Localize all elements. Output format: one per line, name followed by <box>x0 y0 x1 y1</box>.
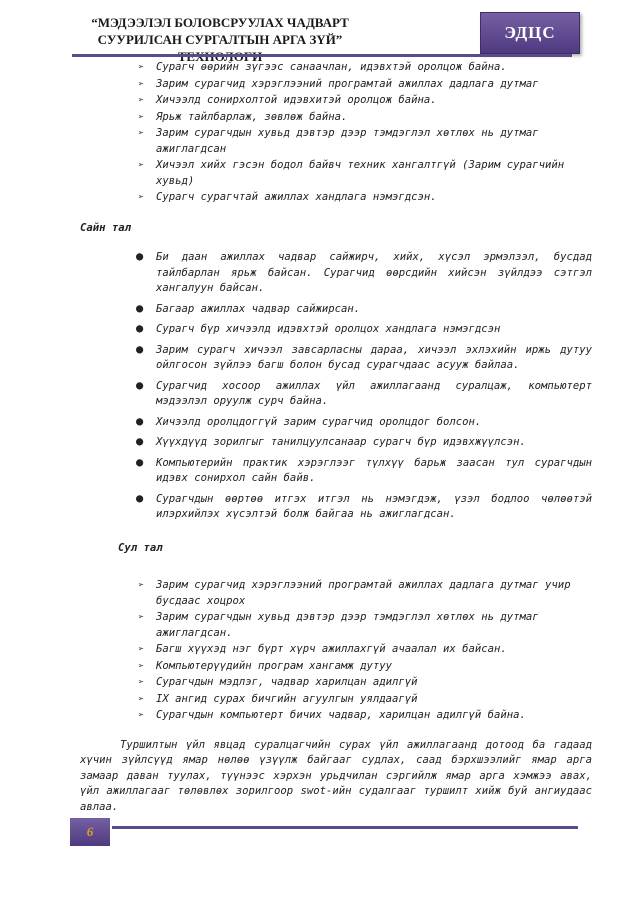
observation-list <box>0 60 638 206</box>
arrow-bullet-icon: ➢ <box>138 693 145 705</box>
footer-rule <box>112 826 578 829</box>
list-item: ➢ Сурагч өөрийн зүгээс санаачлан, идэвхтэй оролцож байна. <box>0 60 582 76</box>
arrow-bullet-icon: ➢ <box>138 78 145 90</box>
arrow-bullet-icon: ➢ <box>138 660 145 672</box>
bullet-dot-icon: ● <box>136 413 144 428</box>
list-item: ➢ Хичээлд сонирхолтой идэвхитэй оролцож байна. <box>0 93 582 109</box>
list-item: ➢ Багш хүүхэд нэг бүрт хүрч ажиллахгүй ачаалал их байсан. <box>0 642 582 658</box>
bullet-dot-icon: ● <box>136 341 144 356</box>
list-item: ➢ Зарим сурагчдын хувьд дэвтэр дээр тэмдэглэл хөтлөх нь дутмаг ажиглагдсан. <box>138 611 539 639</box>
bullet-dot-icon: ● <box>136 300 144 315</box>
arrow-bullet-icon: ➢ <box>138 580 145 591</box>
list-item: ➢ Зарим сурагчдын хувьд дэвтэр дээр тэмдэглэл хөтлөх нь дутмаг ажиглагдсан <box>138 127 539 155</box>
arrow-bullet-icon: ➢ <box>138 160 145 171</box>
arrow-bullet-icon: ➢ <box>138 677 145 688</box>
arrow-bullet-icon: ➢ <box>138 644 145 655</box>
bullet-dot-icon: ● <box>136 377 144 392</box>
arrow-bullet-icon: ➢ <box>138 111 145 123</box>
bullet-dot-icon: ● <box>136 321 144 335</box>
weaknesses-heading: Сул тал <box>118 541 163 554</box>
header-title-line1: “МЭДЭЭЛЭЛ БОЛОВСРУУЛАХ ЧАДВАРТ <box>91 15 349 30</box>
list-item: ➢ Зарим сурагчид хэрэглээний програмтай ажиллах дадлага дутмаг <box>0 77 582 93</box>
strengths-list <box>0 250 638 523</box>
bullet-dot-icon: ● <box>136 249 144 263</box>
list-item: ● Би даан ажиллах чадвар сайжирч, хийх, хүсэл эрмэлзэл, бусдад тайлбарлан ярьж байсан. Сурагчид өөрсдийн хийсэн зүйлдээ сэтгэл хангалуун байсан. <box>136 249 592 294</box>
list-item: ● Багаар ажиллах чадвар сайжирсан. <box>136 300 361 315</box>
arrow-bullet-icon: ➢ <box>138 192 145 203</box>
list-item: ➢ Сурагчдын мэдлэг, чадвар харилцан адилгүй <box>0 675 582 691</box>
strengths-heading: Сайн тал <box>80 221 132 234</box>
arrow-bullet-icon: ➢ <box>138 710 145 721</box>
list-item: ➢ Ярьж тайлбарлаж, зөвлөж байна. <box>0 110 582 126</box>
header-title-line2: СУУРИЛСАН СУРГАЛТЫН АРГА ЗҮЙ” <box>97 32 343 47</box>
list-item: ➢ Компьютерүүдийн програм хангамж дутуу <box>0 659 582 675</box>
header-rule <box>72 54 572 57</box>
bullet-dot-icon: ● <box>136 454 144 469</box>
header-title <box>60 14 380 48</box>
page-content <box>0 60 638 826</box>
header-badge: ЭДЦС <box>480 12 580 54</box>
page-number: 6 <box>70 818 110 846</box>
list-item: ● Хүүхдүүд зорилгыг танилцуулсанаар сурагч бүр идэвхжүүлсэн. <box>136 434 526 448</box>
list-item: ➢ IX ангид сурах бичгийн агуулгын уялдаагүй <box>0 692 582 708</box>
list-item: ➢ Сурагчдын компьютерт бичих чадвар, харилцан адилгүй байна. <box>0 708 582 724</box>
list-item: ● Зарим сурагч хичээл завсарласны дараа, хичээл эхлэхийн иржь дутуу ойлгосон зүйлээ багш болон бусад сурагчдаас асууж байлаа. <box>136 341 592 371</box>
arrow-bullet-icon: ➢ <box>138 612 145 623</box>
list-item: ● Сурагчид хосоор ажиллах үйл ажиллагаанд суралцаж, компьютерт мэдээлэл оруулж сурч байна. <box>136 377 592 407</box>
arrow-bullet-icon: ➢ <box>138 62 145 73</box>
list-item: ➢ Хичээл хийх гэсэн бодол байвч техник хангалтгүй (Зарим сурагчийн хувьд) <box>138 159 565 187</box>
list-item: ➢ Сурагч сурагчтай ажиллах хандлага нэмэгдсэн. <box>0 190 582 206</box>
bullet-dot-icon: ● <box>136 434 144 448</box>
list-item: ● Сурагч бүр хичээлд идэвхтэй оролцох хандлага нэмэгдсэн <box>136 321 501 335</box>
weaknesses-list <box>0 578 638 724</box>
conclusion-paragraph: Туршилтын үйл явцад суралцагчийн сурах үйл ажиллагаанд дотоод ба гадаад хүчин зүйлсүүд ямар нөлөө үзүүлж байгааг судлах, саад бэрхшээлийг ямар арга замаар даван туулах, түүнээс хэрхэн урьдчилан сэргийлж ямар арга хэмжээ авах, үйл ажиллагааг төлөвлөх зорилгоор swot-ийн судалгааг туршилт хийж буй ангиудаас авлаа. <box>80 738 592 813</box>
arrow-bullet-icon: ➢ <box>138 95 145 106</box>
bullet-dot-icon: ● <box>136 490 144 505</box>
list-item: ● Компьютерийн практик хэрэглээг түлхүү барьж заасан тул сурагчдын идэвх сонирхол сайн байв. <box>136 454 592 484</box>
list-item: ● Хичээлд оролцдоггүй зарим сурагчид оролцдог болсон. <box>136 413 482 428</box>
list-item: ➢ Зарим сурагчид хэрэглээний програмтай ажиллах дадлага дутмаг учир бусдаас хоцрох <box>138 579 571 607</box>
arrow-bullet-icon: ➢ <box>138 128 145 139</box>
list-item: ● Сурагчдын өөртөө итгэх итгэл нь нэмэгдэж, үзэл бодлоо чөлөөтэй илэрхийлэх хүсэлтэй болж байгаа нь ажиглагдсан. <box>136 490 592 520</box>
